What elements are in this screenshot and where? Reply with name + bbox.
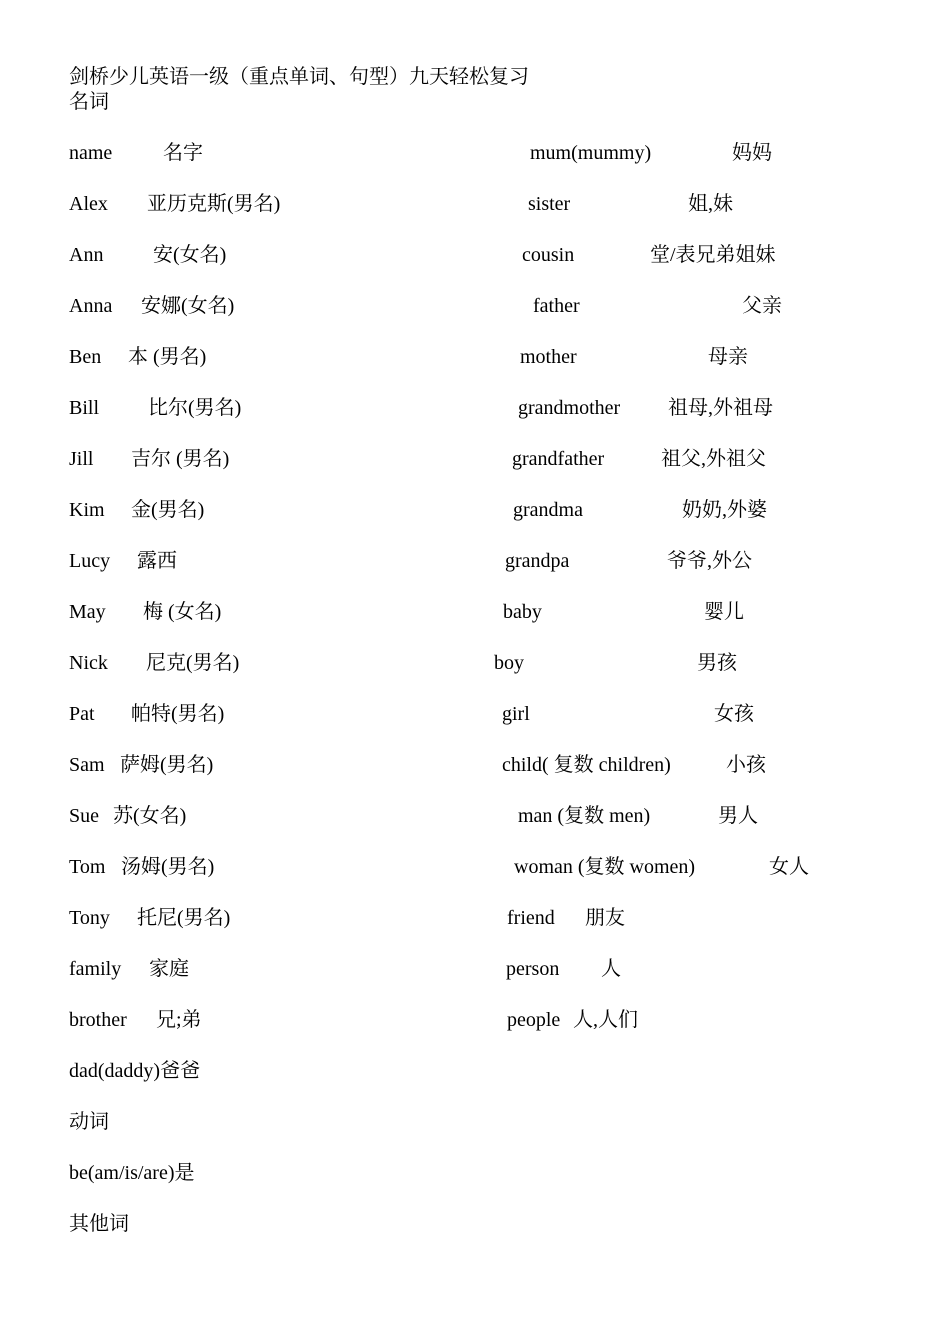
- chinese-meaning: 朋友: [585, 907, 625, 929]
- vocab-entry: [506, 957, 621, 981]
- vocab-entry: [69, 1059, 200, 1083]
- chinese-meaning: 婴儿: [704, 601, 744, 623]
- chinese-meaning: 小孩: [726, 754, 766, 776]
- vocab-entry: [69, 141, 203, 165]
- vocab-entry: [69, 294, 234, 318]
- vocab-entry: [507, 906, 625, 930]
- vocab-entry: [533, 294, 782, 318]
- vocab-entry: [69, 906, 230, 930]
- vocab-entry: [69, 804, 186, 828]
- section-heading-verbs: 动词: [69, 1111, 109, 1133]
- english-word: Anna: [69, 295, 113, 317]
- section-heading-other: 其他词: [69, 1213, 129, 1235]
- chinese-meaning: 母亲: [708, 346, 748, 368]
- vocab-entry: [69, 1008, 202, 1032]
- vocab-entry: [512, 447, 766, 471]
- vocab-entry: [69, 447, 229, 471]
- vocab-entry: [69, 396, 241, 420]
- vocab-entry: [503, 600, 744, 624]
- chinese-meaning: 祖母,外祖母: [668, 397, 773, 419]
- vocab-entry: [494, 651, 737, 675]
- vocab-entry: [69, 651, 239, 675]
- vocab-entry: [513, 498, 767, 522]
- english-word: Sue: [69, 805, 99, 827]
- english-word: Ann: [69, 244, 104, 266]
- english-word: Nick: [69, 652, 108, 674]
- english-word: Bill: [69, 397, 100, 419]
- chinese-meaning: 男孩: [697, 652, 737, 674]
- english-word: Tom: [69, 856, 106, 878]
- vocab-entry: [530, 141, 772, 165]
- vocab-entry: [69, 498, 204, 522]
- chinese-meaning: 托尼(男名): [137, 907, 231, 929]
- chinese-meaning: 兄;弟: [156, 1009, 202, 1031]
- english-word: Pat: [69, 703, 95, 725]
- vocab-entry: [69, 549, 177, 573]
- vocab-entry: [69, 192, 280, 216]
- english-word: dad(daddy): [69, 1060, 161, 1082]
- english-word: mother: [520, 346, 577, 368]
- english-word: Ben: [69, 346, 102, 368]
- vocab-entry: [69, 600, 221, 624]
- vocab-entry: [505, 549, 752, 573]
- vocab-entry: [518, 804, 758, 828]
- english-word: man (复数 men): [518, 805, 651, 827]
- chinese-meaning: 人: [601, 958, 621, 980]
- chinese-meaning: 金(男名): [131, 499, 205, 521]
- english-word: sister: [528, 193, 571, 215]
- vocab-entry: [69, 243, 226, 267]
- english-word: Sam: [69, 754, 105, 776]
- vocab-entry: [502, 753, 766, 777]
- vocab-entry: [69, 855, 214, 879]
- english-word: mum(mummy): [530, 142, 652, 164]
- chinese-meaning: 安(女名): [153, 244, 227, 266]
- english-word: May: [69, 601, 106, 623]
- english-word: Kim: [69, 499, 105, 521]
- english-word: father: [533, 295, 580, 317]
- vocab-entry: [69, 345, 206, 369]
- english-word: grandpa: [505, 550, 570, 572]
- chinese-meaning: 吉尔 (男名): [131, 448, 230, 470]
- chinese-meaning: 爸爸: [160, 1060, 201, 1082]
- vocab-entry: [69, 702, 224, 726]
- vocab-entry: [69, 957, 189, 981]
- vocab-entry: [507, 1008, 638, 1032]
- vocab-entry: [518, 396, 773, 420]
- chinese-meaning: 家庭: [149, 958, 189, 980]
- chinese-meaning: 爷爷,外公: [667, 550, 752, 572]
- chinese-meaning: 奶奶,外婆: [682, 499, 767, 521]
- english-word: grandfather: [512, 448, 605, 470]
- section-heading-nouns: 名词: [69, 89, 109, 113]
- chinese-meaning: 父亲: [742, 295, 782, 317]
- english-word: brother: [69, 1009, 127, 1031]
- chinese-meaning: 堂/表兄弟姐妹: [650, 244, 776, 266]
- vocab-entry: [522, 243, 776, 267]
- chinese-meaning: 苏(女名): [113, 805, 187, 827]
- chinese-meaning: 本 (男名): [128, 346, 207, 368]
- chinese-meaning: 尼克(男名): [146, 652, 240, 674]
- chinese-meaning: 人,人们: [573, 1009, 638, 1031]
- page-title: 剑桥少儿英语一级（重点单词、句型）九天轻松复习: [69, 64, 529, 88]
- english-word: people: [507, 1009, 561, 1031]
- vocab-entry: [520, 345, 748, 369]
- vocab-entry: [514, 855, 809, 879]
- chinese-meaning: 安娜(女名): [141, 295, 235, 317]
- vocab-entry: [502, 702, 754, 726]
- chinese-meaning: 比尔(男名): [148, 397, 242, 419]
- chinese-meaning: 梅 (女名): [143, 601, 222, 623]
- chinese-meaning: 女孩: [714, 703, 754, 725]
- english-word: grandmother: [518, 397, 621, 419]
- chinese-meaning: 名字: [163, 142, 203, 164]
- english-word: child( 复数 children): [502, 754, 671, 776]
- english-word: friend: [507, 907, 555, 929]
- chinese-meaning: 汤姆(男名): [121, 856, 215, 878]
- chinese-meaning: 亚历克斯(男名): [147, 193, 281, 215]
- english-word: grandma: [513, 499, 583, 521]
- chinese-meaning: 帕特(男名): [131, 703, 225, 725]
- vocab-entry: [528, 192, 733, 216]
- chinese-meaning: 姐,妹: [688, 193, 733, 215]
- chinese-meaning: 男人: [718, 805, 758, 827]
- chinese-meaning: 妈妈: [732, 142, 772, 164]
- vocab-entry: [69, 753, 213, 777]
- chinese-meaning: 祖父,外祖父: [661, 448, 766, 470]
- english-word: Lucy: [69, 550, 111, 572]
- english-word: cousin: [522, 244, 575, 266]
- english-word: girl: [502, 703, 530, 725]
- verb-entry: be(am/is/are)是: [69, 1162, 195, 1184]
- chinese-meaning: 女人: [769, 856, 809, 878]
- english-word: boy: [494, 652, 524, 674]
- english-word: name: [69, 142, 113, 164]
- chinese-meaning: 萨姆(男名): [120, 754, 214, 776]
- chinese-meaning: 露西: [137, 550, 177, 572]
- english-word: Jill: [69, 448, 94, 470]
- english-word: Alex: [69, 193, 108, 215]
- english-word: family: [69, 958, 122, 980]
- english-word: person: [506, 958, 560, 980]
- english-word: baby: [503, 601, 542, 623]
- english-word: Tony: [69, 907, 110, 929]
- english-word: woman (复数 women): [514, 856, 696, 878]
